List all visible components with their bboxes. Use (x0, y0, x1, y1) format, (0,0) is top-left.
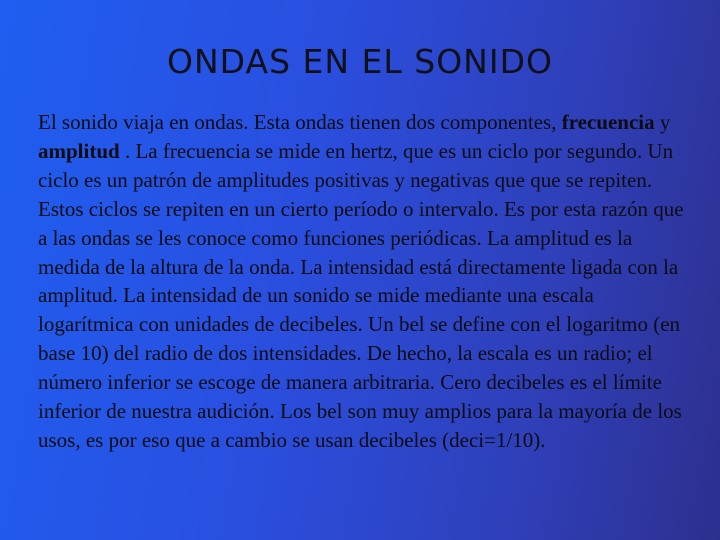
paragraph-text-1: El sonido viaja en ondas. Esta ondas tienen dos componentes, (38, 110, 557, 134)
paragraph-text-2: y (654, 110, 671, 134)
slide-title: ONDAS EN EL SONIDO (167, 42, 553, 81)
paragraph-text-3: . La frecuencia se mide en hertz, que es un ciclo por segundo. Un ciclo es un patrón de amplitudes positivas y negativas que que se repiten. Estos ciclos se repiten en un cierto período o intervalo. Es por esta razón que a las ondas se les conoce como funciones periódicas. La amplitud es la medida de la altura de la onda. La intensidad está directamente ligada con la amplitud. La intensidad de un sonido se mide mediante una escala logarítmica con unidades de decibeles. Un bel se define con el logaritmo (en base 10) del radio de dos intensidades. De hecho, la escala es un radio; el número inferior se escoge de manera arbitraria. Cero decibeles es el límite inferior de nuestra audición. Los bel son muy amplios para la mayoría de los usos, es por eso que a cambio se usan decibeles (deci=1/10). (38, 138, 684, 452)
term-frecuencia: frecuencia (561, 110, 655, 134)
term-amplitud: amplitud (38, 138, 120, 163)
body-paragraph (38, 108, 686, 455)
